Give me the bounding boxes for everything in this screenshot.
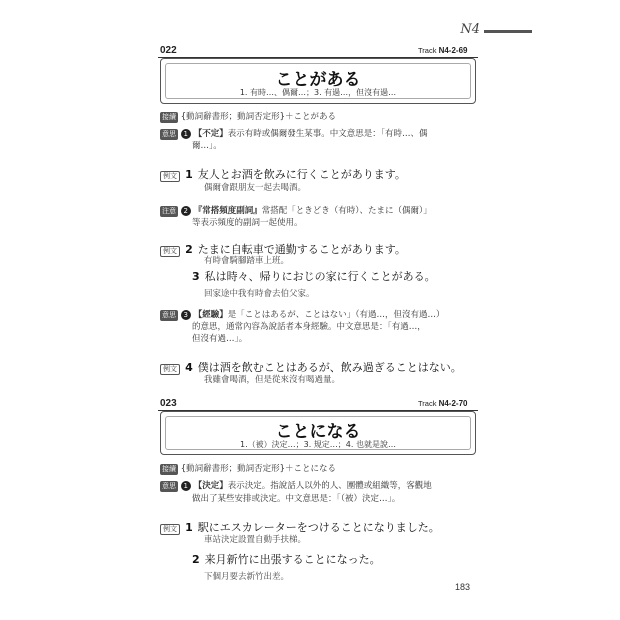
meaning-cont: 的意思，通常內容為說話者本身經驗。中文意思是：「有過…，	[192, 322, 426, 332]
title-box	[160, 411, 476, 455]
meaning-row: 意思 3 【經驗】是「ことはあるが、ことはない」（有過…，但沒有過…）	[162, 310, 445, 320]
example-translation: 我雖會喝酒，但是從來沒有喝過量。	[204, 375, 341, 385]
track-ref: Track N4-2-69	[418, 46, 468, 55]
note-cont: 等表示頻度的副詞一起使用。	[192, 218, 303, 228]
example-row: 2 来月新竹に出張することになった。	[192, 553, 381, 566]
meaning-cont: 做出了某些安排或決定。中文意思是：「（被）決定…」。	[192, 494, 401, 504]
grammar-subtitle: 1. 有時…、偶爾…；3. 有過…，但沒有過…	[239, 88, 397, 97]
grammar-title: ことになる	[275, 422, 361, 442]
example-translation: 偶爾會跟朋友一起去喝酒。	[204, 183, 307, 193]
level-bar	[484, 30, 532, 33]
meaning-row: 意思 1 【不定】表示有時或偶爾發生某事。中文意思是：「有時…、偶	[162, 129, 428, 139]
connect-row: 接續 {動詞辭書形；動詞否定形}＋ことになる	[162, 464, 337, 474]
grammar-title: ことがある	[275, 70, 361, 90]
note-row: 注意 2 『常搭頻度副詞』常搭配「ときどき（有時）、たまに（偶爾）」	[162, 206, 432, 216]
entry-number: 022	[160, 45, 177, 56]
meaning-cont: 爾…」。	[192, 141, 222, 151]
example-row: 例文 1 駅にエスカレーターをつけることになりました。	[160, 516, 440, 535]
entry-number: 023	[160, 398, 177, 409]
track-ref: Track N4-2-70	[418, 399, 468, 408]
example-row: 例文 1 友人とお酒を飲みに行くことがあります。	[160, 163, 406, 182]
level-label: N4	[460, 22, 480, 37]
example-translation: 下個月要去新竹出差。	[204, 572, 290, 582]
meaning-row: 意思 1 【決定】表示決定。指說話人以外的人、團體或組織等，客觀地	[162, 481, 432, 491]
example-row: 例文 2 たまに自転車で通勤することがあります。	[160, 238, 406, 257]
meaning-cont: 但沒有過…」。	[192, 334, 248, 344]
page-number: 183	[455, 582, 471, 592]
example-row: 例文 4 僕は酒を飲むことはあるが、飲み過ぎることはない。	[160, 356, 462, 375]
example-translation: 有時會騎腳踏車上班。	[204, 256, 290, 266]
example-row: 3 私は時々、帰りにおじの家に行くことがある。	[192, 270, 436, 283]
connect-row: 接續 {動詞辭書形；動詞否定形}＋ことがある	[162, 112, 337, 122]
example-translation: 回家途中我有時會去伯父家。	[204, 289, 315, 299]
title-box	[160, 58, 476, 104]
grammar-subtitle: 1.（被）決定…；3. 規定…；4. 也就是說…	[240, 440, 396, 449]
example-translation: 車站決定設置自動手扶梯。	[204, 535, 307, 545]
